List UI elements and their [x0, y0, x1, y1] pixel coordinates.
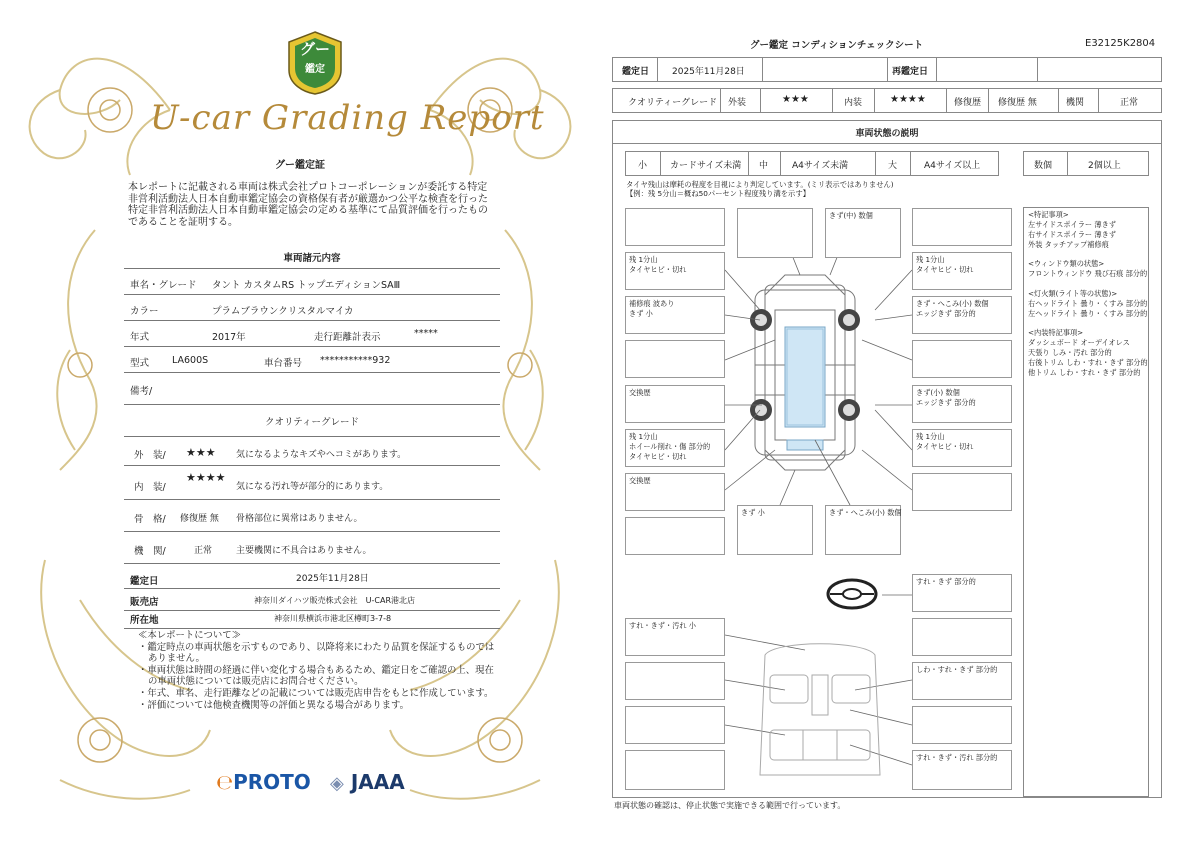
about-report: [138, 630, 498, 711]
type-value: LA600S: [172, 355, 209, 366]
shop-label: 販売店: [130, 597, 159, 608]
damage-box: [912, 662, 1012, 700]
interior-stars: ★★★★: [186, 471, 226, 484]
damage-label: しわ・すれ・きず 部分的: [916, 665, 998, 674]
damage-label: タイヤヒビ・切れ: [629, 265, 687, 274]
interior-comment: 気になる汚れ等が部分的にあります。: [236, 482, 389, 492]
color-value: プラムブラウンクリスタルマイカ: [212, 306, 354, 317]
spec-row-type: [124, 348, 500, 373]
damage-box: [737, 208, 813, 258]
window-note: フロントウィンドウ 飛び石痕 部分的: [1028, 269, 1148, 278]
spec-row-model: [124, 270, 500, 295]
remarks-label: 備考/: [130, 386, 153, 397]
type-label: 型式: [130, 358, 150, 369]
lights-note: 左ヘッドライト 曇り・くすみ 部分的: [1028, 309, 1148, 318]
interior-note: 右後トリム しわ・すれ・きず 部分的: [1028, 358, 1148, 367]
engine-value: 正常: [194, 546, 213, 556]
damage-box: [625, 296, 725, 334]
interior-note: ダッシュボード オーデイオレス: [1028, 338, 1130, 347]
damage-box: [912, 385, 1012, 423]
damage-box: [625, 706, 725, 744]
tire-note-2: 【例：残 5分山＝概ね50パーセント程度残り溝を示す】: [626, 189, 810, 198]
info-row-date: [124, 566, 500, 589]
proto-logo: ℮PROTO: [216, 770, 311, 794]
sheet-exterior-label: 外装: [728, 98, 747, 108]
damage-label: 残 1分山: [916, 255, 945, 264]
tire-note-1: タイヤ残山は摩耗の程度を目視により判定しています。(ミリ表示ではありません): [626, 180, 894, 189]
damage-box: [625, 517, 725, 555]
sheet-interior-stars: ★★★★: [890, 94, 926, 105]
size-mid: 中: [759, 161, 769, 171]
sheet-engine-value: 正常: [1120, 98, 1139, 108]
year-label: 年式: [130, 332, 150, 343]
about-item: ・評価については他検査機関等の評価と異なる場合があります。: [138, 699, 409, 711]
damage-box: [825, 208, 901, 258]
damage-box: [625, 662, 725, 700]
year-value: 2017年: [212, 332, 246, 343]
damage-box: [912, 618, 1012, 656]
sheet-exterior-stars: ★★★: [782, 94, 809, 105]
damage-label: タイヤヒビ・切れ: [916, 265, 974, 274]
chassis-label: 車台番号: [264, 358, 303, 369]
damage-label: ホイール削れ・傷 部分的: [629, 442, 711, 451]
damage-box: [912, 473, 1012, 511]
grade-row-exterior: [124, 437, 500, 466]
section-title: 車両状態の説明: [855, 129, 919, 139]
sheet-title: グー鑑定 コンディションチェックシート: [750, 40, 924, 51]
damage-box: [625, 208, 725, 246]
steering-wheel-icon: [826, 577, 878, 611]
date-value: 2025年11月28日: [296, 574, 369, 584]
interior-notes-title: <内装特記事項>: [1028, 328, 1084, 337]
doc-id: E32125K2804: [1085, 38, 1156, 49]
spec-row-year: [124, 322, 500, 347]
damage-label: きず 小: [629, 309, 653, 318]
exterior-label: 外 装/: [134, 450, 166, 461]
mileage-label: 走行距離計表示: [314, 332, 381, 343]
damage-label: タイヤヒビ・切れ: [629, 452, 687, 461]
count-label: 数個: [1034, 161, 1053, 171]
about-item: ・鑑定時点の車両状態を示すものであり、以降将来にわたり品質を保証するものではありません。: [138, 641, 495, 665]
damage-label: エッジきず 部分的: [916, 309, 976, 318]
damage-label: エッジきず 部分的: [916, 398, 976, 407]
size-large: 大: [888, 161, 898, 171]
damage-label: 残 1分山: [629, 432, 658, 441]
damage-box: [912, 252, 1012, 290]
interior-note: 他トリム しわ・すれ・きず 部分的: [1028, 368, 1141, 377]
jaaa-logo: ◈ JAAA: [330, 770, 405, 794]
damage-box: [625, 252, 725, 290]
model-value: タント カスタムRS トップエディションSAⅢ: [212, 280, 401, 291]
engine-comment: 主要機関に不具合はありません。: [236, 546, 372, 556]
damage-label: きず(小) 数個: [916, 388, 960, 397]
date-label: 鑑定日: [130, 576, 159, 587]
damage-box: [912, 706, 1012, 744]
engine-label: 機 関/: [134, 546, 166, 557]
sheet-engine-label: 機関: [1066, 98, 1085, 108]
damage-box: [625, 340, 725, 378]
badge-top-text: グー: [299, 40, 330, 58]
about-item: ・車両状態は時間の経過に伴い変化する場合もあるため、鑑定日をご確認の上、現在の車両状態については販売店にお問合せください。: [138, 664, 494, 688]
damage-label: 残 1分山: [916, 432, 945, 441]
size-small-desc: カードサイズ未満: [670, 161, 742, 171]
damage-box: [625, 385, 725, 423]
count-desc: 2個以上: [1088, 161, 1121, 171]
damage-label: きず 小: [741, 508, 765, 517]
proto-logo-text: PROTO: [233, 770, 311, 794]
window-title: <ウィンドウ類の状態>: [1028, 259, 1105, 268]
specs-heading: 車両諸元内容: [283, 253, 341, 264]
exterior-comment: 気になるようなキズやヘコミがあります。: [236, 450, 407, 460]
shop-value: 神奈川ダイハツ販売株式会社 U-CAR港北店: [254, 596, 416, 605]
size-small: 小: [638, 161, 648, 171]
model-label: 車名・グレード: [130, 280, 197, 291]
damage-box: [625, 618, 725, 656]
frame-comment: 骨格部位に異常はありません。: [236, 514, 363, 524]
sheet-date-label: 鑑定日: [622, 67, 650, 77]
footer-note: 車両状態の確認は、停止状態で実施できる範囲で行っています。: [614, 801, 846, 810]
sheet-interior-label: 内装: [844, 98, 863, 108]
damage-box: [912, 429, 1012, 467]
repair-value: 修復歴 無: [998, 98, 1037, 108]
damage-box: [625, 429, 725, 467]
redate-label: 再鑑定日: [892, 67, 929, 77]
damage-label: すれ・きず 部分的: [916, 577, 976, 586]
exterior-stars: ★★★: [186, 446, 216, 459]
damage-box: [625, 750, 725, 790]
damage-box: [737, 505, 813, 555]
special-note: 右サイドスポイラー 薄きず: [1028, 230, 1116, 239]
color-label: カラー: [130, 306, 159, 317]
info-row-shop: [124, 590, 500, 611]
size-mid-desc: A4サイズ未満: [792, 161, 849, 171]
damage-box: [912, 750, 1012, 790]
special-note: 外装 タッチアップ補修痕: [1028, 240, 1109, 249]
jaaa-logo-text: JAAA: [350, 770, 405, 794]
info-row-address: [124, 610, 500, 629]
grade-row-interior: [124, 467, 500, 500]
quality-label: クオリティーグレード: [628, 98, 718, 108]
spec-row-remarks: [124, 374, 500, 405]
damage-label: きず・へこみ(小) 数個: [916, 299, 989, 308]
damage-label: タイヤヒビ・切れ: [916, 442, 974, 451]
grade-row-frame: [124, 501, 500, 532]
grade-row-engine: [124, 533, 500, 564]
damage-label: 交換歴: [629, 388, 651, 397]
interior-note: 天張り しみ・汚れ 部分的: [1028, 348, 1112, 357]
damage-label: 補修痕 波あり: [629, 299, 675, 308]
interior-label: 内 装/: [134, 482, 166, 493]
damage-label: 残 1分山: [629, 255, 658, 264]
script-title: U-car Grading Report: [150, 98, 545, 138]
damage-box: [825, 505, 901, 555]
damage-label: すれ・きず・汚れ 部分的: [916, 753, 998, 762]
lights-title: <灯火類(ライト等の状態)>: [1028, 289, 1118, 298]
size-large-desc: A4サイズ以上: [924, 161, 981, 171]
damage-box: [625, 473, 725, 511]
damage-label: 交換歴: [629, 476, 651, 485]
frame-value: 修復歴 無: [180, 514, 219, 524]
repair-label: 修復歴: [954, 98, 982, 108]
mileage-value: *****: [414, 328, 438, 339]
special-note: 左サイドスポイラー 薄きず: [1028, 220, 1116, 229]
lights-note: 右ヘッドライト 曇り・くすみ 部分的: [1028, 299, 1148, 308]
address-label: 所在地: [130, 615, 159, 626]
certificate-intro: 本レポートに記載される車両は株式会社プロトコーポレーションが委託する特定非営利活動法人日本自動車鑑定協会の資格保有者が厳選かつ公平な検査を行った特定非営利活動法人日本自動車鑑定協会の定める基準にて品質評価を行ったものであることを証明する。: [128, 182, 488, 228]
badge-bottom-text: 鑑定: [305, 64, 325, 75]
damage-box: [912, 296, 1012, 334]
damage-label: きず・へこみ(小) 数個: [829, 508, 902, 517]
damage-label: すれ・きず・汚れ 小: [629, 621, 696, 630]
quality-heading: クオリティーグレード: [264, 417, 360, 428]
sheet-date-value: 2025年11月28日: [672, 67, 745, 77]
special-title: <特記事項>: [1028, 210, 1069, 219]
about-item: ・年式、車名、走行距離などの記載については販売店申告をもとに作成しています。: [138, 687, 494, 699]
certificate-heading: グー鑑定証: [275, 160, 325, 171]
condition-check-sheet: [600, 0, 1200, 848]
car-interior-diagram: [755, 635, 885, 785]
address-value: 神奈川県横浜市港北区樽町3-7-8: [274, 614, 392, 623]
damage-box: [912, 208, 1012, 246]
spec-row-color: [124, 296, 500, 321]
damage-box: [912, 340, 1012, 378]
chassis-value: ***********932: [320, 355, 391, 366]
damage-label: きず(中) 数個: [829, 211, 873, 220]
about-title: ≪本レポートについて≫: [138, 630, 241, 641]
frame-label: 骨 格/: [134, 514, 166, 525]
damage-box: [912, 574, 1012, 612]
